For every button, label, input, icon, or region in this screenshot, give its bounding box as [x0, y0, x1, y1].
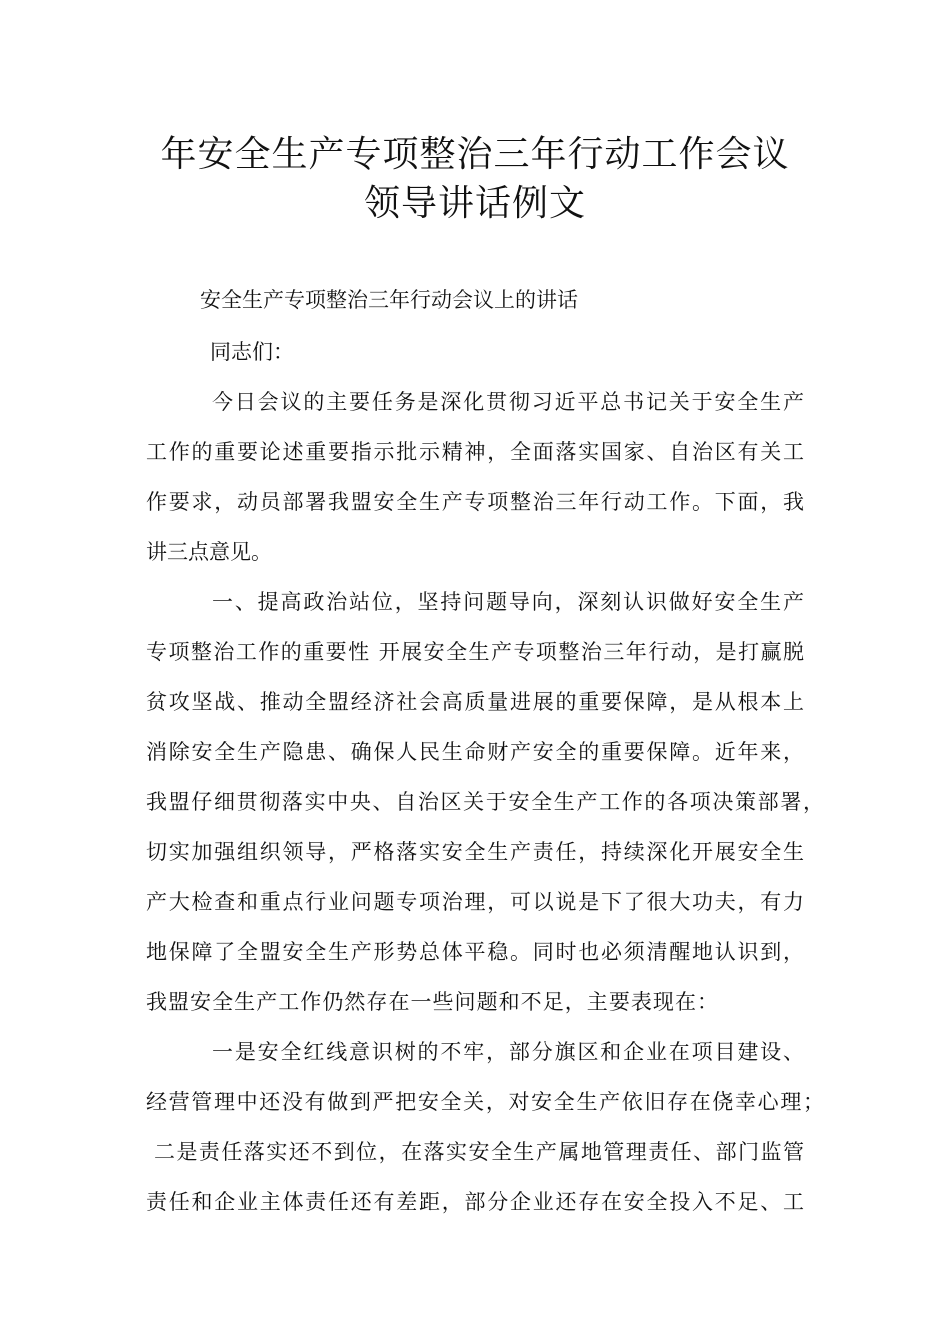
salutation: 同志们： [210, 340, 294, 364]
body-line: 讲三点意见。 [146, 540, 272, 564]
document-title-line-2: 领导讲话例文 [363, 183, 586, 224]
body-line: 责任和企业主体责任还有差距，部分企业还存在安全投入不足、工 [146, 1190, 804, 1214]
body-line: 切实加强组织领导，严格落实安全生产责任，持续深化开展安全生 [146, 840, 804, 864]
body-line: 工作的重要论述重要指示批示精神，全面落实国家、自治区有关工 [146, 440, 804, 464]
body-line: 今日会议的主要任务是深化贯彻习近平总书记关于安全生产 [212, 390, 804, 414]
section-heading-line: 一、提高政治站位，坚持问题导向，深刻认识做好安全生产 [212, 590, 804, 614]
body-line: 二是责任落实还不到位，在落实安全生产属地管理责任、部门监管 [154, 1140, 804, 1164]
document-title-line-1: 年安全生产专项整治三年行动工作会议 [160, 134, 790, 175]
body-line: 消除安全生产隐患、确保人民生命财产安全的重要保障。近年来， [146, 740, 804, 764]
body-line: 产大检查和重点行业问题专项治理，可以说是下了很大功夫，有力 [146, 890, 804, 914]
body-line: 我盟安全生产工作仍然存在一些问题和不足，主要表现在： [146, 990, 718, 1014]
body-line: 我盟仔细贯彻落实中央、自治区关于安全生产工作的各项决策部署， [146, 790, 824, 814]
body-line: 地保障了全盟安全生产形势总体平稳。同时也必须清醒地认识到， [146, 940, 804, 964]
body-line: 经营管理中还没有做到严把安全关，对安全生产依旧存在侥幸心理； [146, 1090, 824, 1114]
body-line: 作要求，动员部署我盟安全生产专项整治三年行动工作。下面，我 [146, 490, 804, 514]
body-line: 贫攻坚战、推动全盟经济社会高质量进展的重要保障，是从根本上 [146, 690, 804, 714]
body-line: 一是安全红线意识树的不牢，部分旗区和企业在项目建设、 [212, 1040, 804, 1064]
body-line: 专项整治工作的重要性 开展安全生产专项整治三年行动，是打赢脱 [146, 640, 804, 664]
speech-heading: 安全生产专项整治三年行动会议上的讲话 [200, 288, 578, 312]
